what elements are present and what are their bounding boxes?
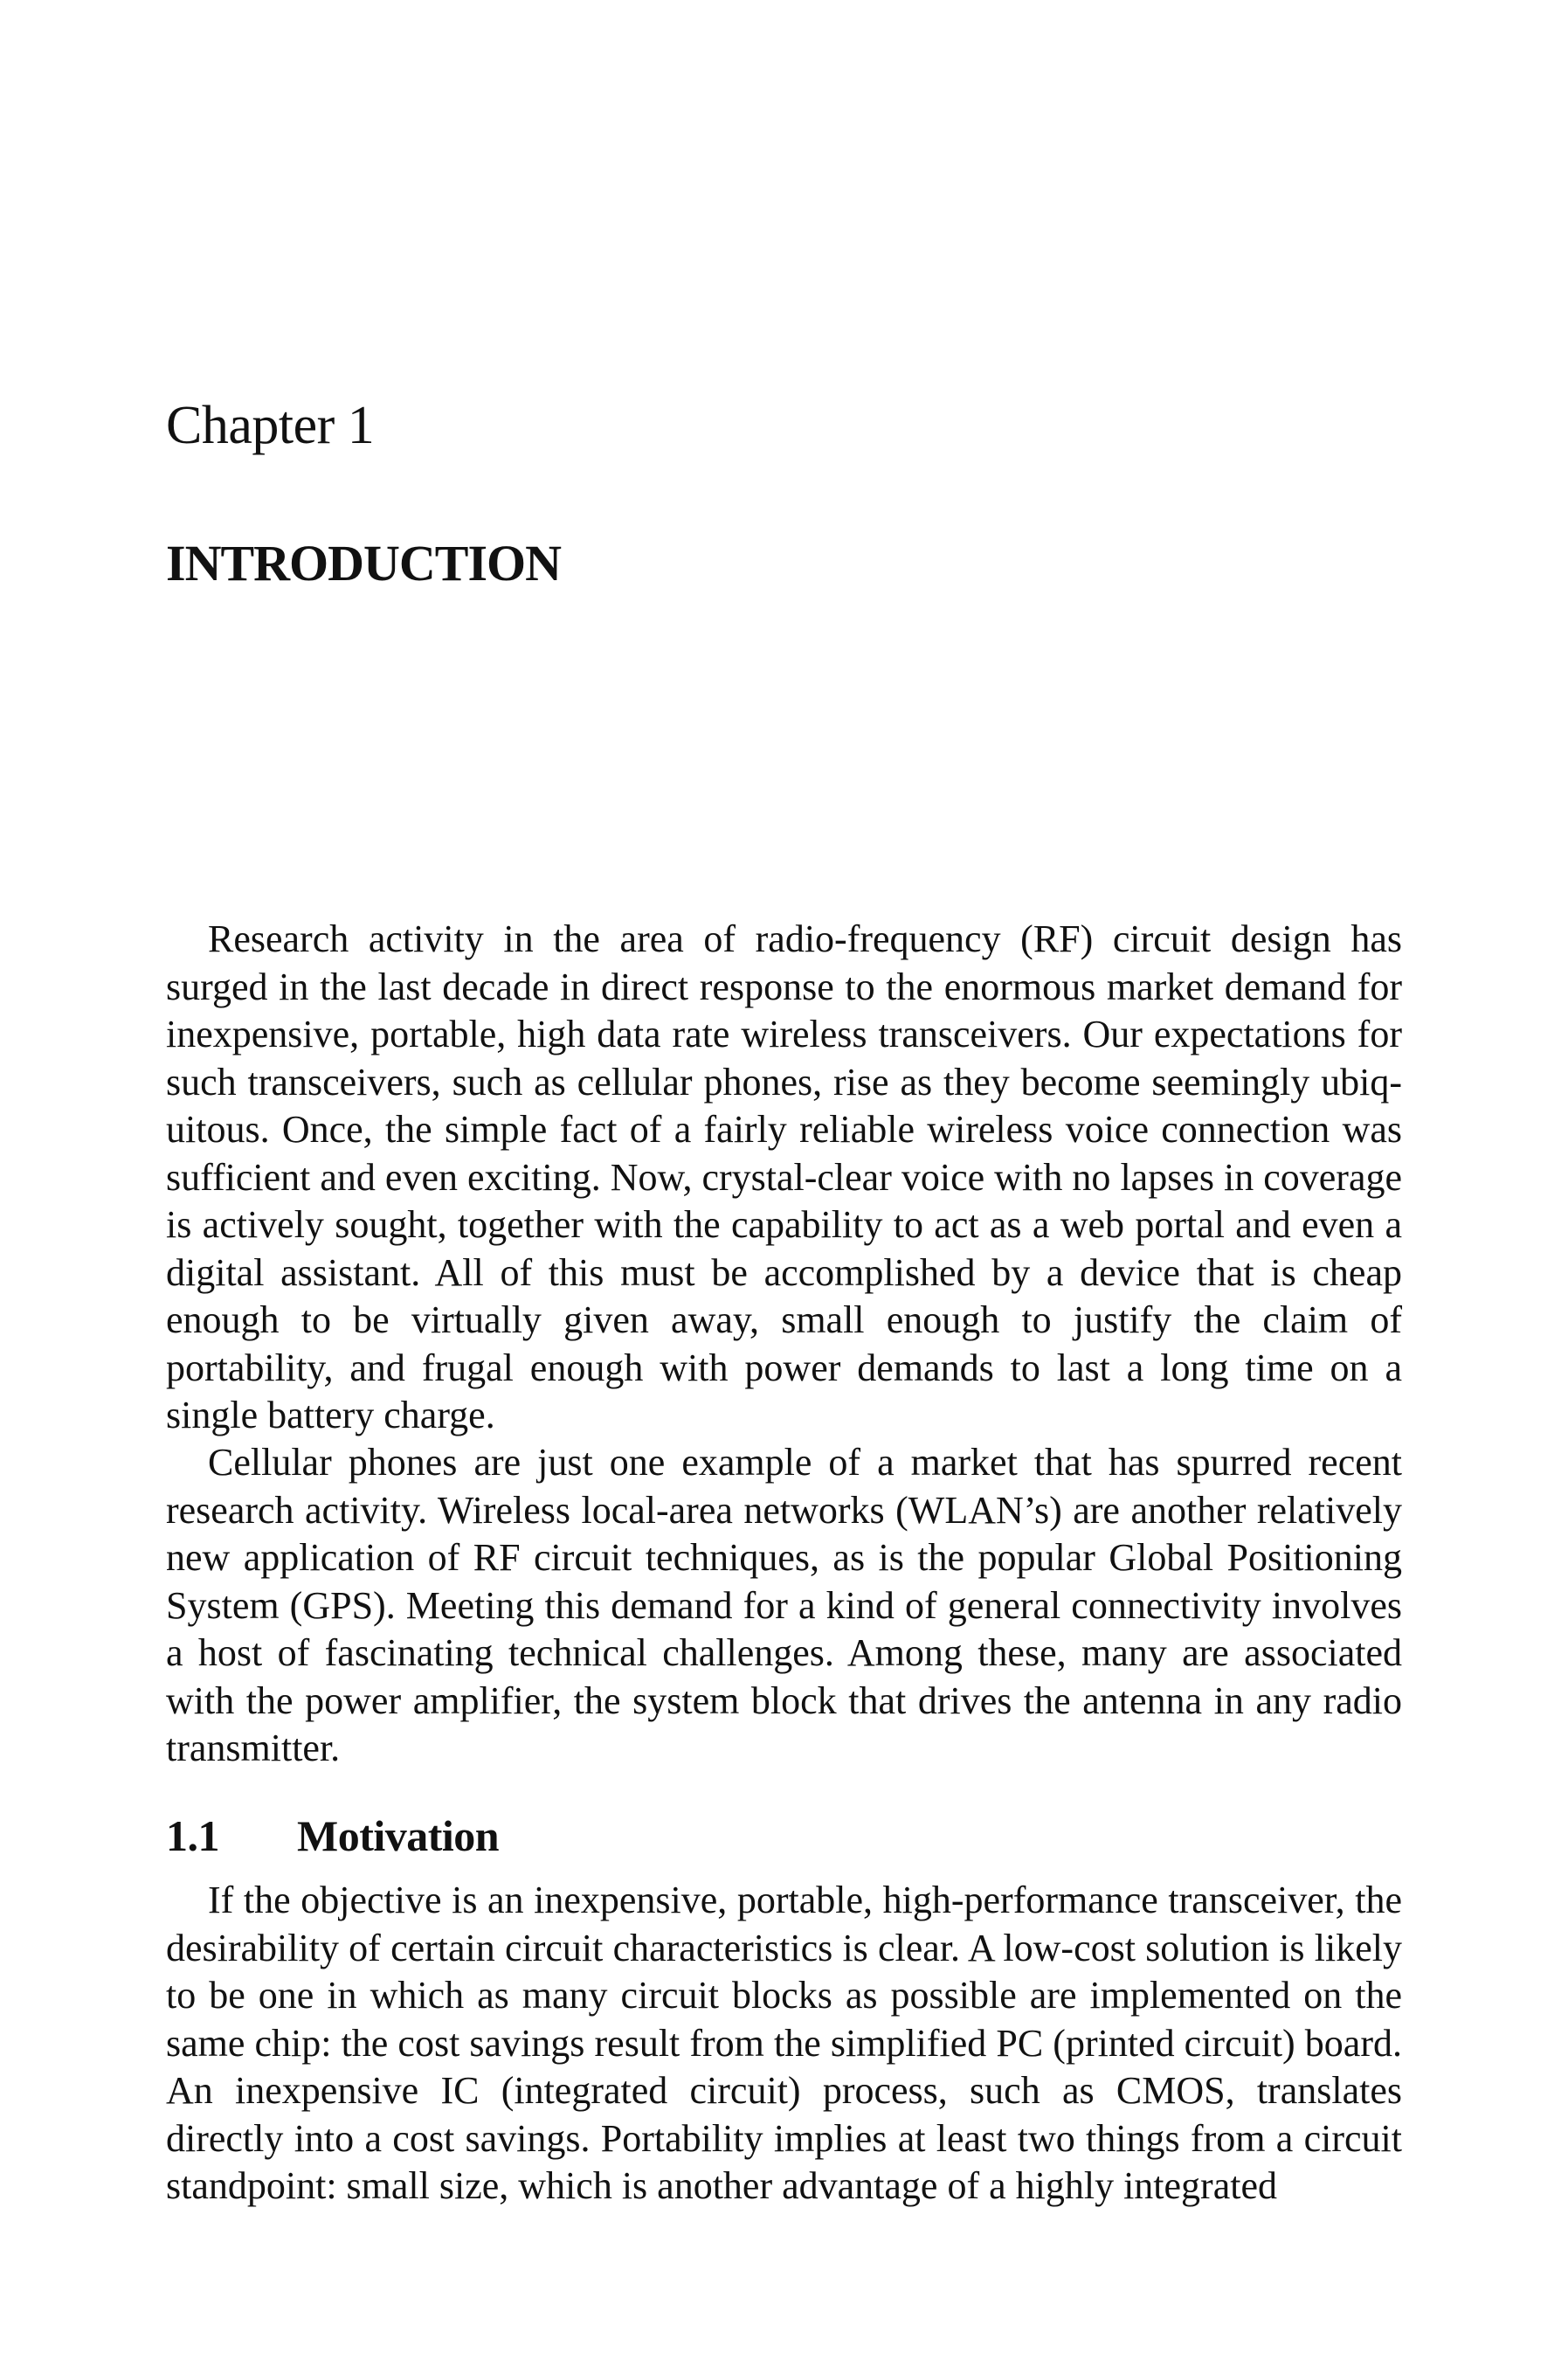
intro-paragraph-2-block xyxy=(166,1439,1402,1773)
intro-paragraph-1: Research activity in the area of radio-frequency (RF) circuit design has surged in the last decade in direct response to the enormous market demand for inexpensive, portable, high data rate wireless transceivers. Our expectations for such transceivers, such as cellular phones, rise as they become seemingly ubiquitous. Once, the simple fact of a fairly reliable wireless voice connection was sufficient and even exciting. Now, crystal-clear voice with no lapses in coverage is actively sought, together with the capability to act as a web portal and even a digital assistant. All of this must be accomplished by a device that is cheap enough to be virtually given away, small enough to justify the claim of portability, and frugal enough with power demands to last a long time on a single battery charge. xyxy=(166,917,1402,1436)
chapter-title: INTRODUCTION xyxy=(166,535,562,592)
section-paragraph-1: If the objective is an inexpensive, portable, high-performance transceiver, the desirability of certain circuit characteristics is clear. A low-cost solution is likely to be one in which as many circuit blocks as possible are implemented on the same chip: the cost savings result from the simplified PC (printed circuit) board. An inexpensive IC (integrated circuit) process, such as CMOS, translates directly into a cost savings. Portability implies at least two things from a circuit standpoint: small size, which is another advantage of a highly integrated xyxy=(166,1879,1402,2207)
section-title: Motivation xyxy=(297,1811,500,1860)
section-number: 1.1 xyxy=(166,1811,219,1860)
section-heading xyxy=(166,1811,500,1860)
intro-paragraph-1-block xyxy=(166,916,1402,1440)
intro-paragraph-2: Cellular phones are just one example of a market that has spurred recent research activity. Wireless local-area networks (WLAN’s) are another relatively new application of RF circuit techniques, as is the popular Global Positioning System (GPS). Meeting this demand for a kind of general connectivity involves a host of fascinating technical challenges. Among these, many are associated with the power amplifier, the system block that drives the antenna in any radio transmitter. xyxy=(166,1441,1402,1769)
section-paragraph-block xyxy=(166,1877,1402,2211)
chapter-label: Chapter 1 xyxy=(166,396,375,455)
